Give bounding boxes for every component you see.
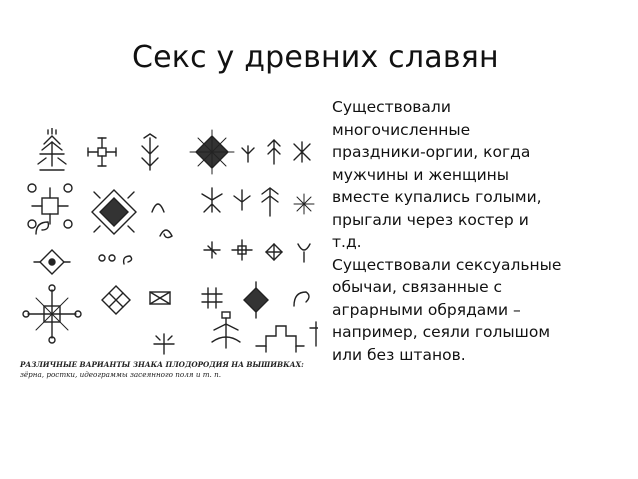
bullet-line: Существовали сексуальные [332, 255, 562, 274]
symbol-spiral-right [124, 256, 132, 264]
symbol-grid-diamond [266, 244, 282, 260]
symbol-hatched-cross [202, 288, 222, 308]
symbol-tree-small [268, 140, 280, 164]
slide-title: Секс у древних славян [132, 40, 499, 75]
symbol-large-diamond [92, 190, 136, 234]
symbol-figure [202, 188, 222, 212]
bullet-line: т.д. [332, 233, 362, 251]
bullet-line: мужчины и женщины [332, 165, 510, 184]
symbol-cross-small [204, 242, 220, 258]
symbol-plus-boxes [232, 240, 252, 260]
symbol-swirl [36, 222, 48, 234]
symbol-star [294, 142, 310, 162]
symbol-cross-corner [154, 334, 174, 354]
symbol-tulip [298, 244, 310, 262]
symbol-snowflake [294, 194, 314, 214]
bullet-line: обычаи, связанные с [332, 278, 503, 296]
embroidery-symbols-image [16, 128, 318, 358]
symbol-curl [160, 230, 172, 238]
fertility-symbols-figure [16, 128, 318, 388]
bullet-line: праздники-оргии, когда [332, 143, 531, 161]
symbol-curved-hook [294, 292, 309, 306]
bullet-line: многочисленные [332, 120, 471, 139]
bullet-line: аграрными обрядами – [332, 300, 521, 319]
symbol-branch [142, 134, 158, 170]
symbol-black-diamond [244, 282, 268, 318]
symbol-grid-tree [23, 285, 81, 343]
symbol-stepped-field [256, 326, 304, 352]
symbol-grid-sprig [310, 322, 318, 346]
caption-line-2: зёрна, ростки, идеограммы засеянного поля и т. п. [20, 370, 222, 379]
bullet-item [332, 96, 630, 254]
symbol-ritual-figure [212, 312, 240, 348]
symbol-sprout [242, 146, 254, 162]
symbol-crossed-rect [150, 292, 170, 304]
symbol-cross-flower [88, 138, 116, 166]
symbol-pair-dots [99, 255, 115, 261]
symbol-sun-diamond [190, 130, 234, 174]
symbol-spiral-cross [28, 184, 72, 228]
symbol-rhomb-dot [34, 250, 70, 274]
figure-caption [20, 360, 316, 380]
bullet-line: Существовали [332, 98, 451, 116]
bullet-line: например, сеяли голышом [332, 323, 551, 341]
symbol-tripod [234, 190, 250, 210]
caption-line-1: РАЗЛИЧНЫЕ ВАРИАНТЫ ЗНАКА ПЛОДОРОДИЯ НА ВЫШИВКАХ: [20, 360, 304, 369]
bullet-line: или без штанов. [332, 345, 466, 364]
symbol-tree [262, 188, 278, 216]
symbol-checker-diamond [102, 286, 130, 314]
symbol-plant-wheat [38, 128, 66, 170]
bullet-line: вместе купались голыми, [332, 188, 542, 206]
slide-body [330, 96, 630, 366]
bullet-item [332, 254, 630, 367]
bullet-line: прыгали через костер и [332, 210, 529, 229]
symbol-hook [152, 204, 164, 212]
